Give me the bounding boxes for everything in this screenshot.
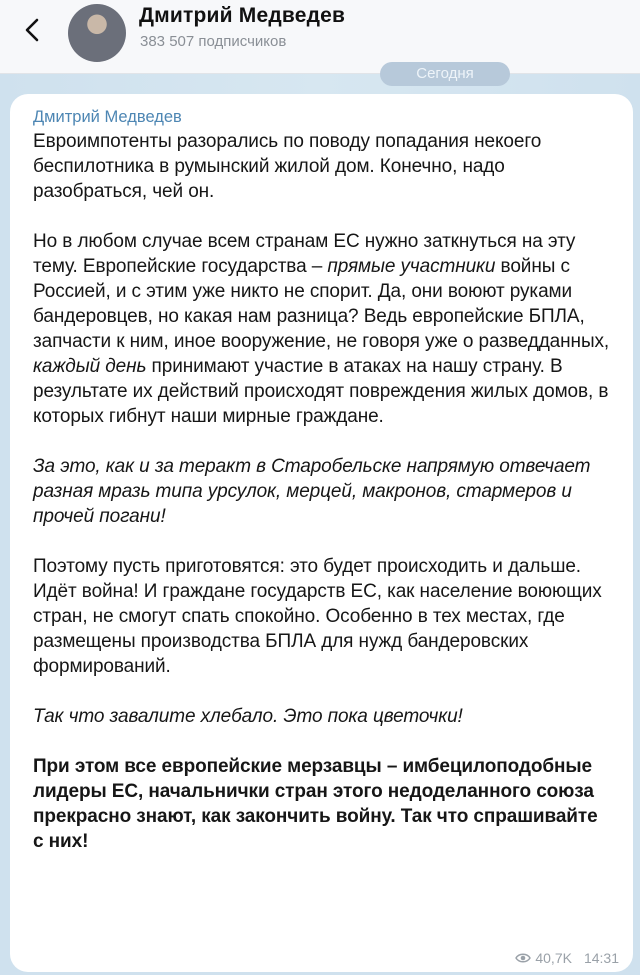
paragraph-2 xyxy=(33,229,611,429)
paragraph-2-part-e: принимают участие в атаках на нашу страну. В результате их действий происходят повреждения жилых домов, в которых гибнут наши мирные граждане. xyxy=(33,356,609,427)
paragraph-6: При этом все европейские мерзавцы – имбецилоподобные лидеры ЕС, начальнички стран этого недоделанного союза прекрасно знают, как закончить войну. Так что спрашивайте с них! xyxy=(33,756,598,852)
date-separator: Сегодня xyxy=(380,62,510,86)
back-button[interactable] xyxy=(14,10,50,50)
message-bubble[interactable] xyxy=(10,94,633,972)
message-author[interactable]: Дмитрий Медведев xyxy=(33,108,182,126)
message-time: 14:31 xyxy=(583,950,619,966)
paragraph-2-part-a: Но в любом случае всем странам ЕС нужно заткнуться на эту тему. Европейские государства – xyxy=(33,231,576,277)
paragraph-3: За это, как и за теракт в Старобельске напрямую отвечает разная мразь типа урсулок, мерцей, макронов, стармеров и прочей погани! xyxy=(33,456,591,527)
channel-avatar[interactable] xyxy=(68,4,126,62)
paragraph-4: Поэтому пусть приготовятся: это будет происходить и дальше. Идёт война! И граждане государств ЕС, как население воюющих стран, не смогут спать спокойно. Особенно в тех местах, где размещены производства БПЛА для нужд бандеровских формирований. xyxy=(33,556,602,677)
subscriber-count: 383 507 подписчиков xyxy=(140,33,287,50)
message-meta xyxy=(515,950,619,966)
view-count: 40,7K xyxy=(535,950,572,966)
chat-background xyxy=(0,74,640,94)
paragraph-1: Евроимпотенты разорались по поводу попадания некоего беспилотника в румынский жилой дом. Конечно, надо разобраться, чей он. xyxy=(33,131,542,202)
paragraph-2-part-c: войны с Россией, и с этим уже никто не спорит. Да, они воюют руками бандеровцев, но какая нам разница? Ведь европейские БПЛА, запчасти к ним, иное вооружение, не говоря уже о разведданных, xyxy=(33,256,610,352)
channel-name[interactable]: Дмитрий Медведев xyxy=(139,4,346,27)
chevron-left-icon xyxy=(25,18,39,42)
paragraph-2-emphasis-2: каждый день xyxy=(33,356,147,377)
eye-icon xyxy=(515,952,531,964)
message-text xyxy=(33,129,611,854)
paragraph-5: Так что завалите хлебало. Это пока цветочки! xyxy=(33,706,463,727)
channel-header xyxy=(0,0,640,74)
paragraph-2-emphasis-1: прямые участники xyxy=(327,256,496,277)
